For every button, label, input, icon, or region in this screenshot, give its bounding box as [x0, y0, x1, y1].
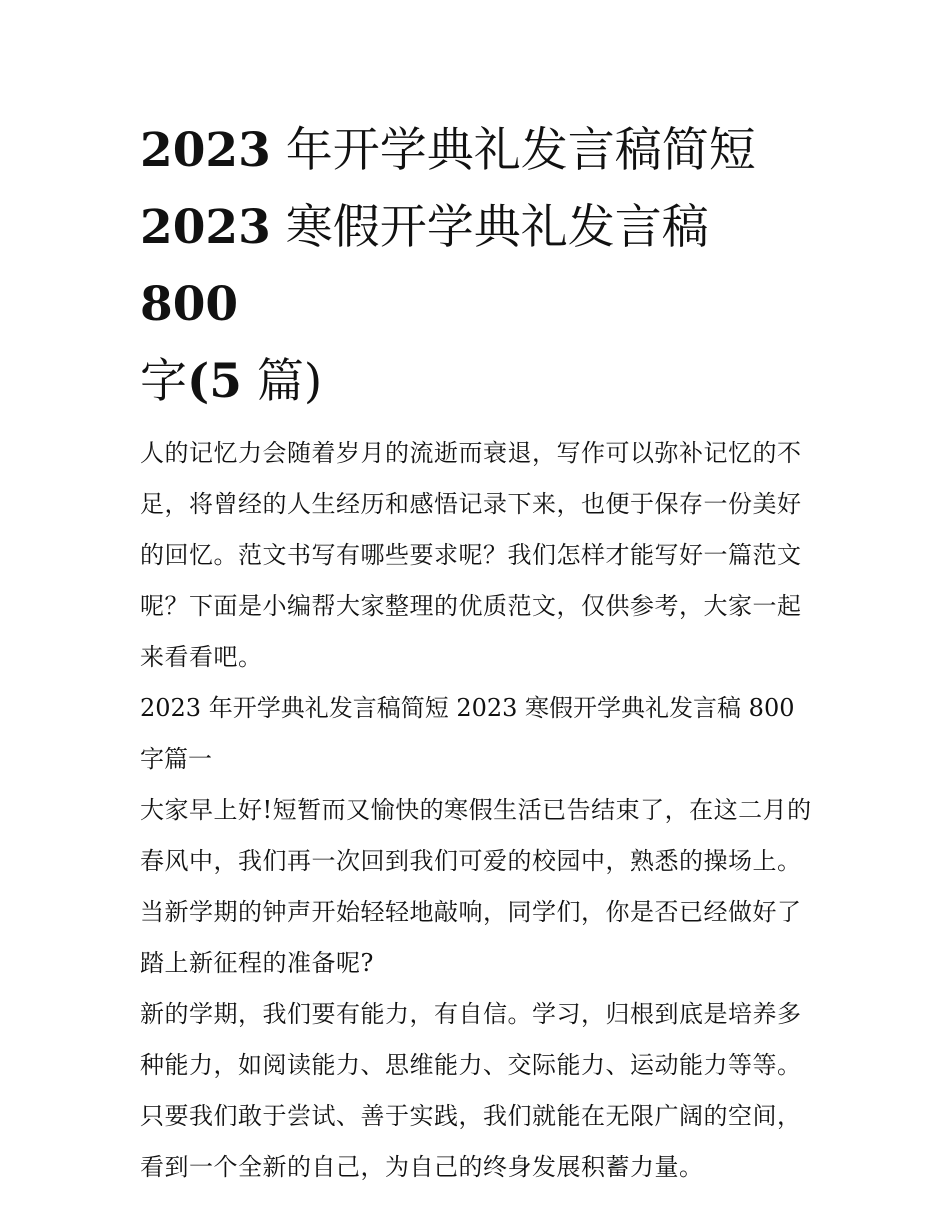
document-title — [140, 112, 820, 420]
title-line-1 — [140, 112, 820, 189]
title-line-2 — [140, 189, 820, 343]
title-number: (5 — [187, 354, 242, 409]
title-count: 800 — [140, 277, 239, 332]
document-page — [140, 112, 820, 1193]
title-text-4: 篇) — [256, 354, 323, 409]
title-text-1: 年开学典礼发言稿简短 — [285, 123, 756, 178]
title-text-2: 寒假开学典礼发言稿 — [285, 200, 709, 255]
intro-paragraph: 人的记忆力会随着岁月的流逝而衰退，写作可以弥补记忆的不足，将曾经的人生经历和感悟记录下来，也便于保存一份美好的回忆。范文书写有哪些要求呢？我们怎样才能写好一篇范文呢？下面是小编帮大家整理的优质范文，仅供参考，大家一起来看看吧。 — [140, 439, 802, 671]
section-title: 2023 年开学典礼发言稿简短 2023 寒假开学典礼发言稿 800 字篇一 — [140, 694, 795, 773]
title-line-3 — [140, 343, 820, 420]
title-year-2: 2023 — [140, 200, 271, 255]
body-paragraph-1: 大家早上好!短暂而又愉快的寒假生活已告结束了，在这二月的春风中，我们再一次回到我们可爱的校园中，熟悉的操场上。当新学期的钟声开始轻轻地敲响，同学们，你是否已经做好了踏上新征程的准备呢? — [140, 796, 812, 977]
title-text-3: 字 — [140, 354, 187, 409]
title-year-1: 2023 — [140, 123, 271, 178]
body-paragraph-2: 新的学期，我们要有能力，有自信。学习，归根到底是培养多种能力，如阅读能力、思维能力、交际能力、运动能力等等。只要我们敢于尝试、善于实践，我们就能在无限广阔的空间，看到一个全新的自己，为自己的终身发展积蓄力量。 — [140, 1000, 802, 1181]
